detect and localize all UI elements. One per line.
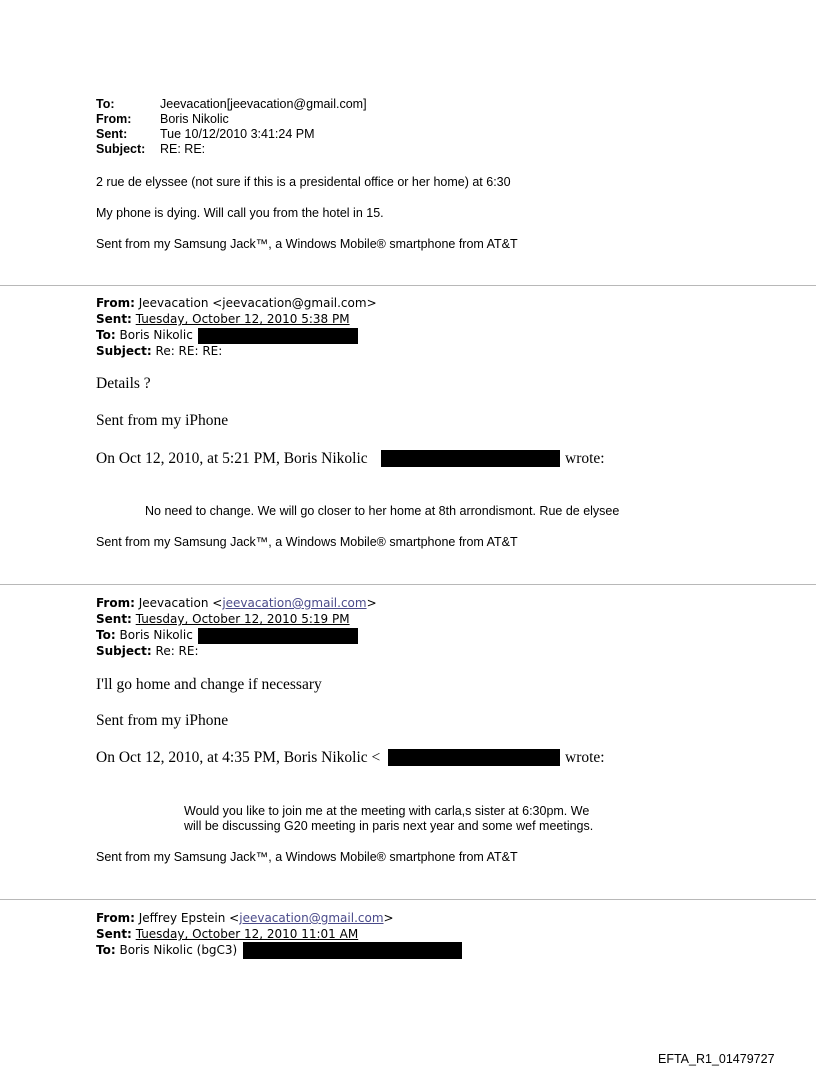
email3-subject-key: Subject: (96, 644, 152, 658)
email1-from-value: Boris Nikolic (160, 112, 229, 126)
separator-rule (0, 285, 816, 286)
email2-sent-key: Sent: (96, 312, 132, 326)
email3-from-key: From: (96, 596, 135, 610)
email2-sent-row (96, 312, 350, 326)
email1-sent-value: Tue 10/12/2010 3:41:24 PM (160, 127, 315, 141)
email4-to-row (96, 943, 237, 957)
email3-subject-row (96, 644, 199, 658)
redaction-block (198, 328, 358, 344)
email3-sent-key: Sent: (96, 612, 132, 626)
email1-body-line1: 2 rue de elyssee (not sure if this is a presidental office or her home) at 6:30 (96, 175, 511, 189)
email2-body-line2: Sent from my iPhone (96, 412, 229, 429)
email3-sent-value: Tuesday, October 12, 2010 5:19 PM (135, 612, 350, 626)
email2-quoted-text: No need to change. We will go closer to her home at 8th arrondismont. Rue de elysee (145, 504, 620, 518)
email1-to-key: To: (96, 97, 115, 111)
email3-to-value: Boris Nikolic (119, 628, 193, 642)
email3-subject-value: Re: RE: (155, 644, 199, 658)
email4-to-key: To: (96, 943, 116, 957)
email2-from-key: From: (96, 296, 135, 310)
email3-quoted-line2: will be discussing G20 meeting in paris next year and some wef meetings. (184, 819, 594, 833)
email2-sent-value: Tuesday, October 12, 2010 5:38 PM (135, 312, 350, 326)
email1-subject-row (96, 142, 205, 157)
email4-to-value: Boris Nikolic (bgC3) (119, 943, 238, 957)
email1-to-value: Jeevacation[jeevacation@gmail.com] (160, 97, 367, 111)
email2-from-row (96, 296, 377, 310)
redaction-block (198, 628, 358, 644)
email2-from-value: Jeevacation <jeevacation@gmail.com> (138, 296, 377, 310)
email1-to-row (96, 97, 367, 112)
email3-quote-wrote: wrote: (565, 749, 605, 766)
email3-to-key: To: (96, 628, 116, 642)
email1-subject-key: Subject: (96, 142, 146, 156)
email1-signature: Sent from my Samsung Jack™, a Windows Mobile® smartphone from AT&T (96, 237, 518, 251)
email4-from-row (96, 911, 394, 925)
email2-subject-value: Re: RE: RE: (155, 344, 223, 358)
email3-to-row (96, 628, 193, 642)
email4-from-name: Jeffrey Epstein < (138, 911, 240, 925)
email1-subject-value: RE: RE: (160, 142, 206, 156)
email4-from-key: From: (96, 911, 135, 925)
redaction-block (243, 942, 462, 959)
email1-from-key: From: (96, 112, 132, 126)
email2-to-row (96, 328, 193, 342)
email4-from-end: > (383, 911, 394, 925)
email3-from-row (96, 596, 377, 610)
email3-sent-row (96, 612, 350, 626)
email3-from-email-link[interactable]: jeevacation@gmail.com (222, 596, 367, 610)
email3-quoted-line1: Would you like to join me at the meeting with carla,s sister at 6:30pm. We (184, 804, 590, 818)
email2-to-key: To: (96, 328, 116, 342)
email1-sent-key: Sent: (96, 127, 128, 141)
email4-sent-row (96, 927, 358, 941)
redaction-block (381, 450, 560, 467)
email1-body-line2: My phone is dying. Will call you from the hotel in 15. (96, 206, 384, 220)
email2-signature: Sent from my Samsung Jack™, a Windows Mobile® smartphone from AT&T (96, 535, 518, 549)
email2-subject-key: Subject: (96, 344, 152, 358)
email1-from-row (96, 112, 229, 127)
email3-signature: Sent from my Samsung Jack™, a Windows Mobile® smartphone from AT&T (96, 850, 518, 864)
email4-sent-key: Sent: (96, 927, 132, 941)
separator-rule (0, 899, 816, 900)
email3-from-name: Jeevacation < (138, 596, 223, 610)
redaction-block (388, 749, 560, 766)
email3-body-line1: I'll go home and change if necessary (96, 676, 322, 693)
separator-rule (0, 584, 816, 585)
email3-body-line2: Sent from my iPhone (96, 712, 229, 729)
email2-subject-row (96, 344, 222, 358)
email4-sent-value: Tuesday, October 12, 2010 11:01 AM (135, 927, 359, 941)
email4-from-email-link[interactable]: jeevacation@gmail.com (239, 911, 384, 925)
email2-quote-wrote: wrote: (565, 450, 605, 467)
document-id: EFTA_R1_01479727 (658, 1052, 775, 1066)
email3-quote-intro: On Oct 12, 2010, at 4:35 PM, Boris Nikolic < (96, 749, 381, 766)
email1-sent-row (96, 127, 315, 142)
email3-from-end: > (366, 596, 377, 610)
email2-body-line1: Details ? (96, 375, 151, 392)
email2-quote-intro: On Oct 12, 2010, at 5:21 PM, Boris Nikolic (96, 450, 368, 467)
email2-to-value: Boris Nikolic (119, 328, 193, 342)
